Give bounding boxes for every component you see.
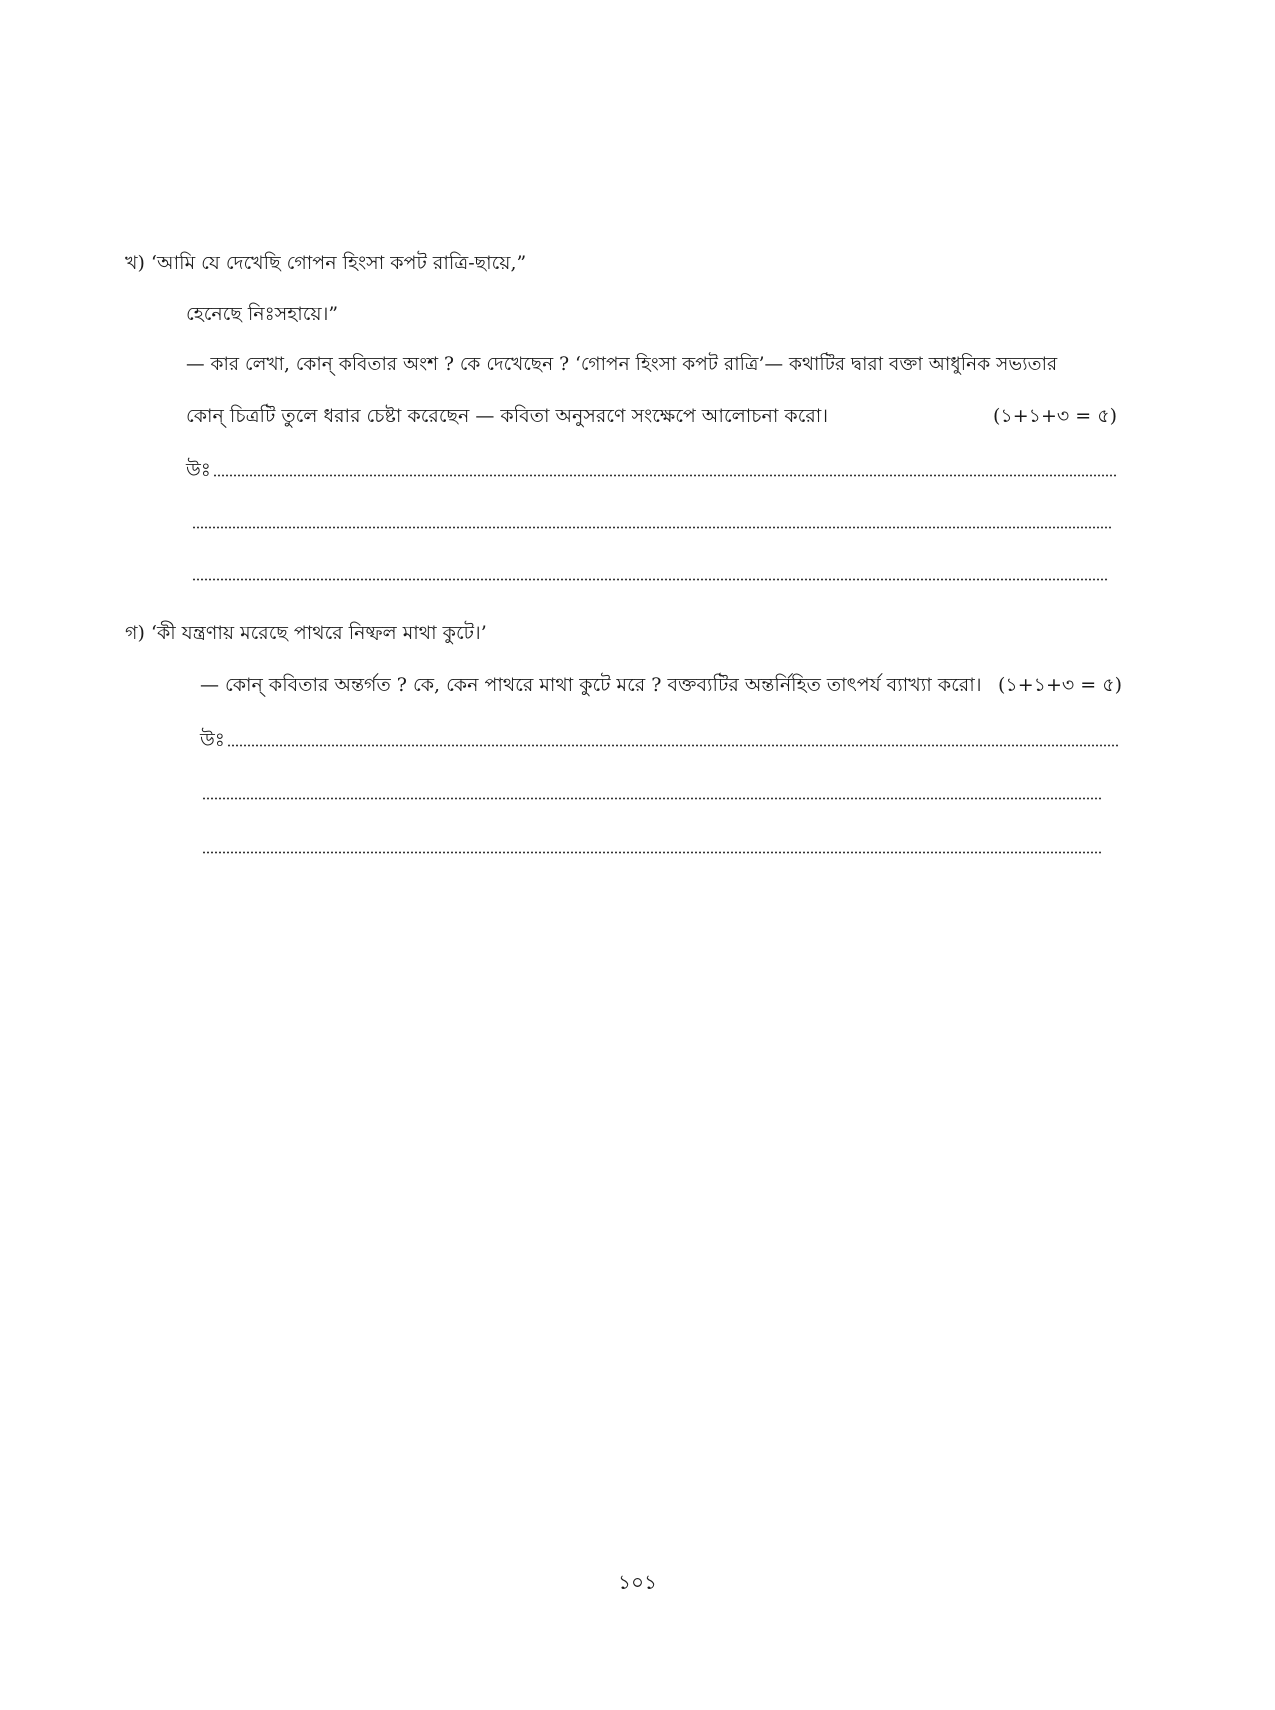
question-kha-answer-line-2[interactable] [192,509,1112,535]
question-kha-quote-line-2: হেনেছে নিঃসহায়ে।” [186,303,339,325]
question-ga-prompt-line-1: — কোন্ কবিতার অন্তর্গত ? কে, কেন পাথরে মাথা কুটে মরে ? বক্তব্যটির অন্তর্নিহিত তাৎপর্য ব্যাখ্যা করো। [200,674,982,696]
dotted-line [202,851,1102,854]
question-ga-answer-line-2[interactable] [202,780,1102,806]
question-kha-prompt-line-1: — কার লেখা, কোন্ কবিতার অংশ ? কে দেখেছেন ? ‘গোপন হিংসা কপট রাত্রি’— কথাটির দ্বারা বক্তা আধুনিক সভ্যতার [186,354,1058,375]
dotted-line [192,526,1112,529]
question-ga-answer-line-3[interactable] [202,834,1102,860]
question-kha-answer-line-1[interactable] [186,457,1118,483]
question-ga-answer-line-1[interactable] [200,727,1118,753]
question-kha-answer-line-3[interactable] [192,561,1107,587]
dotted-line [227,744,1118,747]
answer-label: উঃ [186,459,211,481]
page-number: ১০১ [618,1570,657,1594]
question-ga-quote-line-1: গ) ‘কী যন্ত্রণায় মরেছে পাথরে নিষ্ফল মাথা কুটে।’ [125,622,487,644]
dotted-line [213,474,1118,477]
question-kha-quote-line-1: খ) ‘আমি যে দেখেছি গোপন হিংসা কপট রাত্রি-ছায়ে,” [125,252,527,274]
question-ga-marks: (১+১+৩ = ৫) [998,674,1123,696]
dotted-line [192,578,1107,581]
question-kha-prompt-line-2: কোন্ চিত্রটি তুলে ধরার চেষ্টা করেছেন — কবিতা অনুসরণে সংক্ষেপে আলোচনা করো। [186,405,829,427]
dotted-line [202,797,1102,800]
answer-label: উঃ [200,729,225,751]
question-kha-marks: (১+১+৩ = ৫) [993,405,1118,427]
